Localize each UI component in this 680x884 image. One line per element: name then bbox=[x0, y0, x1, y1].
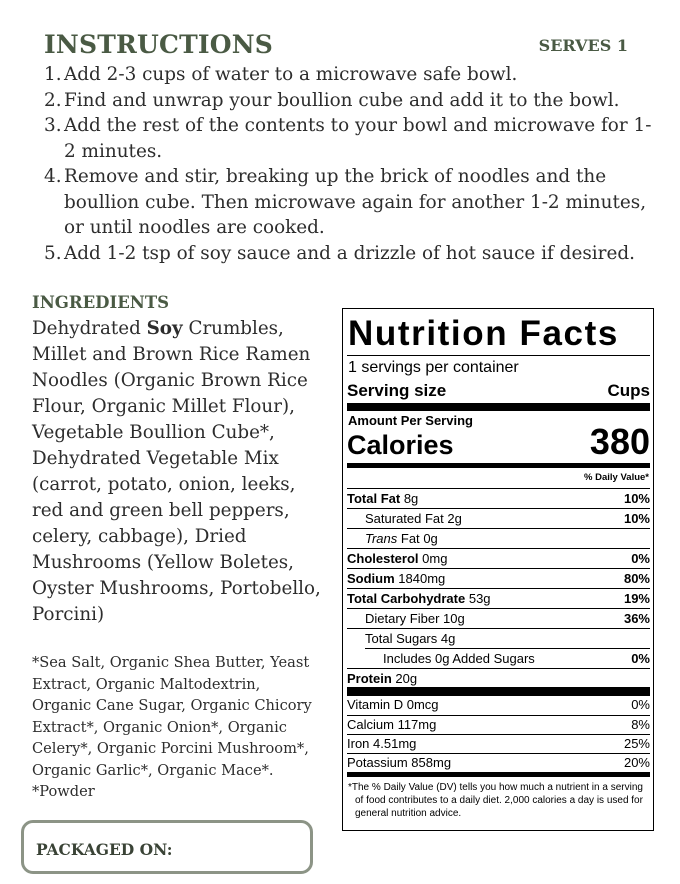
step-text: Add 1-2 tsp of soy sauce and a drizzle of hot sauce if desired. bbox=[64, 242, 635, 264]
nutrient-row bbox=[347, 548, 650, 566]
step-number: 2. bbox=[44, 89, 62, 111]
ingredients-text-rest: Crumbles, Millet and Brown Rice Ramen Noodles (Organic Brown Rice Flour, Organic Millet Flour), Vegetable Boullion Cube*, Dehydrated Vegetable Mix (carrot, potato, onion, leeks, red and green bell peppers, celery, cabbage), Dried Mushrooms (Yellow Boletes, Oyster Mushrooms, Portobello, Porcini) bbox=[32, 318, 321, 625]
step-text: Find and unwrap your boullion cube and add it to the bowl. bbox=[64, 89, 620, 111]
medium-divider bbox=[347, 463, 650, 468]
step-number: 5. bbox=[44, 242, 62, 264]
nutrient-dv: 10% bbox=[623, 491, 650, 506]
instructions-title: INSTRUCTIONS bbox=[44, 30, 274, 59]
instruction-step bbox=[44, 62, 658, 88]
nutrient-name: Total Sugars bbox=[365, 631, 438, 646]
packaged-on-box bbox=[21, 820, 313, 874]
thick-divider bbox=[347, 687, 650, 696]
nutrient-dv: 0% bbox=[631, 651, 650, 666]
nutrient-dv: 10% bbox=[623, 511, 650, 526]
instructions-list bbox=[44, 62, 658, 266]
vitamin-dv: 25% bbox=[623, 736, 650, 751]
step-number: 1. bbox=[44, 64, 62, 85]
nutrient-dv: 80% bbox=[623, 571, 650, 586]
thick-divider bbox=[347, 403, 650, 411]
step-text: Add the rest of the contents to your bowl and microwave for 1-2 minutes. bbox=[64, 115, 652, 162]
nutrient-row bbox=[347, 608, 650, 626]
instruction-step bbox=[44, 164, 658, 241]
calories-value: 380 bbox=[589, 421, 650, 462]
nutrient-amount: 10g bbox=[443, 611, 465, 626]
vitamin-dv: 20% bbox=[623, 755, 650, 770]
packaged-on-label: PACKAGED ON: bbox=[36, 840, 173, 859]
ingredients-text-start: Dehydrated bbox=[32, 318, 147, 339]
nutrient-amount: 0mg bbox=[422, 551, 448, 566]
nutrient-row bbox=[365, 648, 650, 666]
nutrient-row bbox=[347, 628, 650, 646]
nutrient-name: Dietary Fiber bbox=[365, 611, 440, 626]
vitamin-name: Calcium 117mg bbox=[347, 717, 437, 732]
nutrient-amount: 8g bbox=[403, 491, 419, 506]
nutrient-name: Cholesterol bbox=[347, 551, 419, 566]
nutrient-amount: 4g bbox=[440, 631, 456, 646]
serves-label: SERVES 1 bbox=[538, 36, 628, 55]
nutrient-dv: 0% bbox=[631, 551, 650, 566]
nutrient-row bbox=[347, 668, 650, 686]
vitamin-name: Potassium 858mg bbox=[347, 755, 452, 770]
servings-per-container: 1 servings per container bbox=[348, 359, 519, 376]
vitamin-name: Vitamin D 0mcg bbox=[347, 697, 439, 712]
vitamin-dv: 8% bbox=[631, 717, 650, 732]
nutrient-amount: 1840mg bbox=[398, 571, 446, 586]
nutrient-row bbox=[347, 508, 650, 526]
calories-row bbox=[347, 421, 650, 463]
nutrient-name-italic: Trans bbox=[365, 531, 398, 546]
nutrient-amount: 20g bbox=[395, 671, 418, 686]
daily-value-header: % Daily Value* bbox=[584, 472, 649, 483]
nutrient-name: Saturated Fat bbox=[365, 511, 444, 526]
instruction-step bbox=[44, 241, 658, 267]
divider bbox=[347, 355, 650, 356]
step-text: Remove and stir, breaking up the brick of noodles and the boullion cube. Then microwave again for another 1-2 minutes, or until noodles are cooked. bbox=[64, 166, 647, 238]
step-number: 3. bbox=[44, 115, 62, 136]
nutrient-name: Total Fat bbox=[347, 491, 401, 506]
medium-divider bbox=[347, 772, 650, 777]
vitamin-row bbox=[347, 753, 650, 770]
amount-per-serving: Amount Per Serving bbox=[348, 413, 473, 428]
nutrition-facts-panel bbox=[342, 308, 654, 831]
serving-size-row bbox=[347, 381, 650, 401]
nutrient-name: Protein bbox=[347, 671, 392, 686]
vitamin-name: Iron 4.51mg bbox=[347, 736, 417, 751]
vitamin-row bbox=[347, 715, 650, 732]
serving-size-label: Serving size bbox=[347, 381, 447, 400]
nutrient-dv: 19% bbox=[623, 591, 650, 606]
step-text: Add 2-3 cups of water to a microwave safe bowl. bbox=[64, 64, 518, 85]
nutrient-name: Fat bbox=[400, 531, 420, 546]
vitamin-row bbox=[347, 697, 650, 712]
nutrient-amount: 53g bbox=[468, 591, 491, 606]
nutrient-name: Total Carbohydrate bbox=[347, 591, 466, 606]
nutrient-row bbox=[347, 488, 650, 506]
calories-label: Calories bbox=[347, 430, 454, 460]
nutrition-facts-title: Nutrition Facts bbox=[348, 314, 619, 353]
vitamin-dv: 0% bbox=[631, 697, 650, 712]
nutrient-amount: 2g bbox=[447, 511, 462, 526]
nutrient-row bbox=[347, 588, 650, 606]
nutrient-row bbox=[347, 568, 650, 586]
ingredients-title: INGREDIENTS bbox=[32, 293, 170, 312]
allergen-soy: Soy bbox=[146, 318, 183, 339]
vitamin-row bbox=[347, 734, 650, 751]
nutrient-dv: 36% bbox=[623, 611, 650, 626]
instruction-step bbox=[44, 113, 658, 164]
daily-value-footnote: *The % Daily Value (DV) tells you how much a nutrient in a serving of food contributes to a daily diet. 2,000 calories a day is used for general nutrition advice. bbox=[348, 782, 643, 819]
nutrient-name: Includes 0g Added Sugars bbox=[383, 651, 535, 666]
serving-size-value: Cups bbox=[607, 381, 650, 400]
ingredients-footnote: *Sea Salt, Organic Shea Butter, Yeast Extract, Organic Maltodextrin, Organic Cane Sugar, Organic Chicory Extract*, Organic Onion*, Organic Celery*, Organic Porcini Mushroom*, Organic Garlic*, Organic Mace*. *Powder bbox=[32, 654, 312, 800]
nutrient-amount: 0g bbox=[423, 531, 438, 546]
instruction-step bbox=[44, 88, 658, 114]
ingredients-text bbox=[32, 316, 332, 628]
nutrient-row bbox=[347, 528, 650, 546]
step-number: 4. bbox=[44, 166, 62, 187]
nutrient-name: Sodium bbox=[347, 571, 395, 586]
